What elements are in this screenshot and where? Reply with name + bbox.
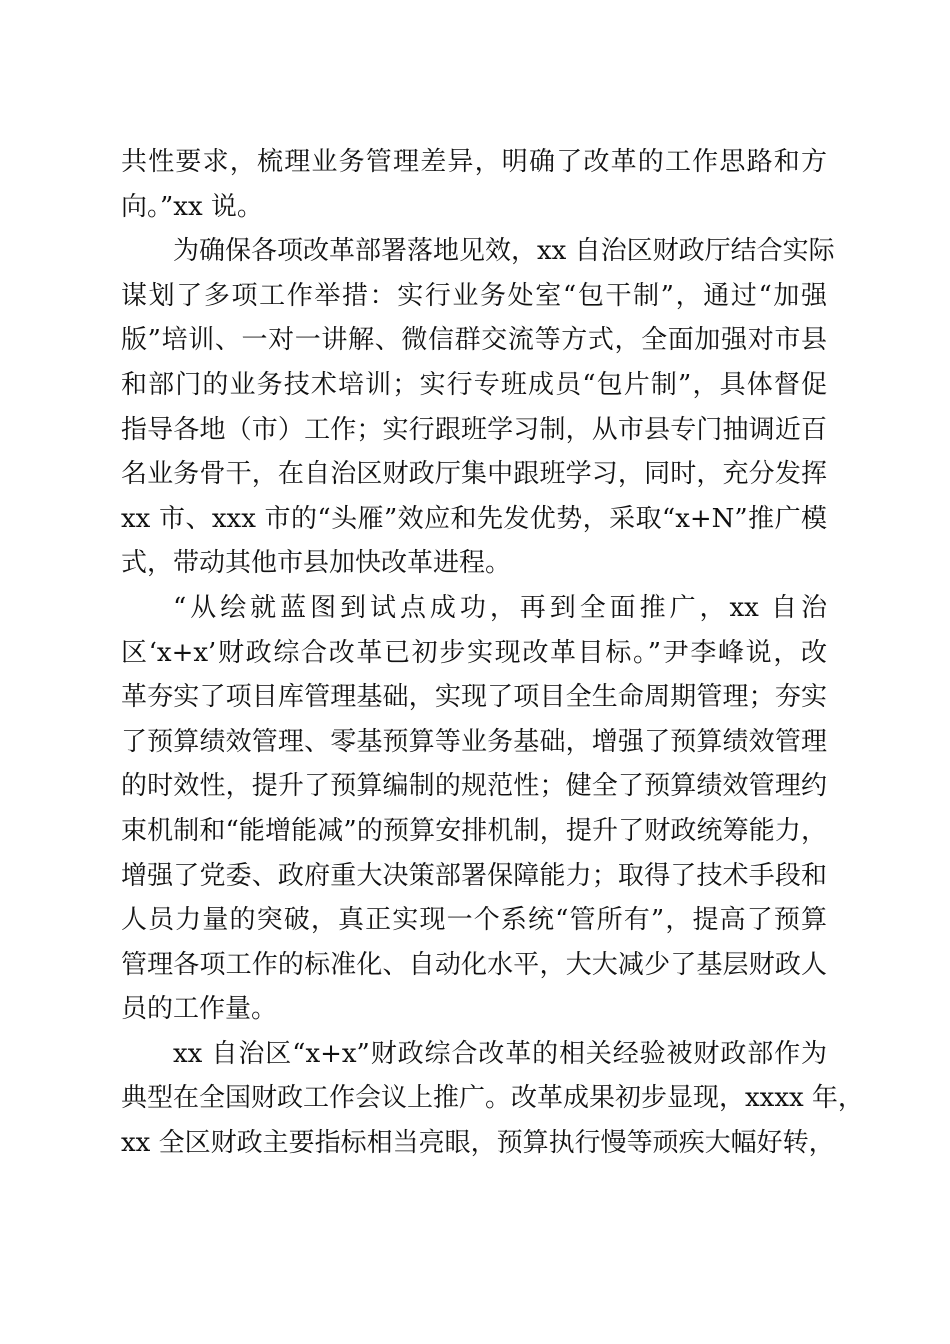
text-line: xx 全区财政主要指标相当亮眼，预算执行慢等顽疾大幅好转， — [121, 1128, 835, 1159]
text-line: 典型在全国财政工作会议上推广。改革成果初步显现，xxxx 年， — [121, 1083, 864, 1114]
text-line: 的时效性，提升了预算编制的规范性；健全了预算绩效管理约 — [121, 771, 827, 802]
text-line: 管理各项工作的标准化、自动化水平，大大减少了基层财政人 — [121, 949, 827, 980]
text-line: 谋划了多项工作举措：实行业务处室“包干制”，通过“加强 — [121, 280, 827, 311]
paragraph — [121, 1032, 864, 1166]
text-line: 革夯实了项目库管理基础，实现了项目全生命周期管理；夯实 — [121, 682, 827, 713]
paragraph — [121, 229, 835, 586]
text-line: 束机制和“能增能减”的预算安排机制，提升了财政统筹能力， — [121, 815, 827, 846]
text-line: 版”培训、一对一讲解、微信群交流等方式，全面加强对市县 — [121, 325, 827, 356]
text-line: 为确保各项改革部署落地见效，xx 自治区财政厅结合实际 — [173, 236, 835, 267]
text-line: 了预算绩效管理、零基预算等业务基础，增强了预算绩效管理 — [121, 726, 827, 757]
text-line: 人员力量的突破，真正实现一个系统“管所有”，提高了预算 — [121, 905, 827, 936]
text-line: 式，带动其他市县加快改革进程。 — [121, 548, 512, 579]
text-line: 名业务骨干，在自治区财政厅集中跟班学习，同时，充分发挥 — [121, 459, 827, 490]
text-line: 指导各地（市）工作；实行跟班学习制，从市县专门抽调近百 — [121, 414, 827, 445]
text-line: 增强了党委、政府重大决策部署保障能力；取得了技术手段和 — [121, 860, 827, 891]
text-line: 区‘x+x’财政综合改革已初步实现改革目标。”尹李峰说，改 — [121, 637, 827, 668]
text-line: xx 市、xxx 市的“头雁”效应和先发优势，采取“x+N”推广模 — [121, 503, 827, 534]
text-line: 和部门的业务技术培训；实行专班成员“包片制”，具体督促 — [121, 369, 827, 400]
text-line: 共性要求，梳理业务管理差异，明确了改革的工作思路和方 — [121, 147, 827, 177]
paragraph — [121, 140, 827, 229]
body-text — [121, 140, 864, 1166]
paragraph — [121, 586, 827, 1032]
text-line: 员的工作量。 — [121, 994, 278, 1025]
text-line: 向。”xx 说。 — [121, 191, 263, 222]
text-line: “从绘就蓝图到试点成功，再到全面推广，xx 自治 — [173, 592, 827, 623]
text-line: xx 自治区“x+x”财政综合改革的相关经验被财政部作为 — [173, 1038, 827, 1069]
